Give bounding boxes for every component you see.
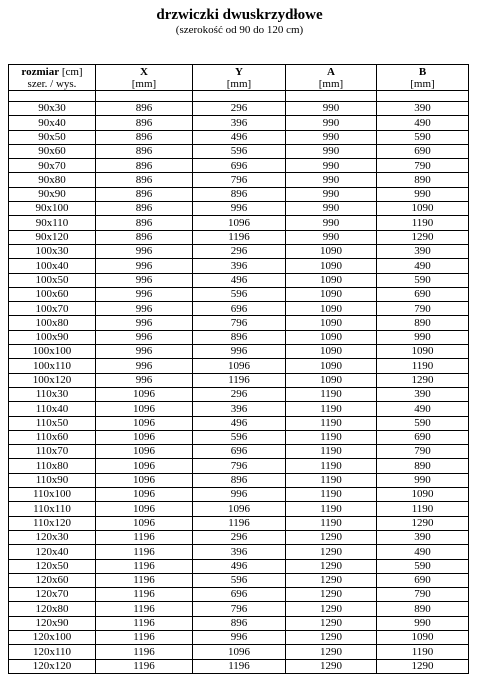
table-row [9,302,469,316]
y-cell: 396 [193,259,286,273]
b-cell: 690 [377,573,469,587]
y-cell: 896 [193,473,286,487]
b-cell: 1190 [377,359,469,373]
table-row [9,387,469,401]
x-cell: 1196 [96,573,193,587]
size-cell: 110x50 [9,416,96,430]
a-cell: 1090 [286,359,377,373]
y-cell: 796 [193,602,286,616]
size-cell: 100x120 [9,373,96,387]
x-cell: 1096 [96,416,193,430]
header-x-main: X [140,65,148,78]
size-cell: 100x40 [9,259,96,273]
header-size-main: rozmiar [21,65,60,78]
size-cell: 90x90 [9,187,96,201]
header-x [96,65,193,91]
b-cell: 790 [377,445,469,459]
y-cell: 1096 [193,645,286,659]
y-cell: 296 [193,244,286,258]
size-cell: 90x30 [9,102,96,116]
spacer-row [9,91,469,102]
b-cell: 490 [377,116,469,130]
table-row [9,616,469,630]
x-cell: 896 [96,230,193,244]
x-cell: 1096 [96,387,193,401]
b-cell: 790 [377,302,469,316]
x-cell: 896 [96,187,193,201]
x-cell: 1096 [96,516,193,530]
b-cell: 1090 [377,488,469,502]
a-cell: 1290 [286,630,377,644]
table-row [9,445,469,459]
a-cell: 1290 [286,645,377,659]
header-b-sub: [mm] [410,77,435,90]
table-body [9,91,469,674]
x-cell: 996 [96,345,193,359]
a-cell: 1290 [286,588,377,602]
y-cell: 296 [193,387,286,401]
size-cell: 90x40 [9,116,96,130]
y-cell: 1096 [193,216,286,230]
size-cell: 120x90 [9,616,96,630]
size-cell: 110x100 [9,488,96,502]
table-row [9,244,469,258]
x-cell: 896 [96,144,193,158]
a-cell: 1090 [286,373,377,387]
table-row [9,159,469,173]
size-cell: 120x40 [9,545,96,559]
size-cell: 90x70 [9,159,96,173]
b-cell: 890 [377,602,469,616]
header-b [377,65,469,91]
x-cell: 1096 [96,430,193,444]
a-cell: 1090 [286,345,377,359]
size-cell: 120x70 [9,588,96,602]
y-cell: 496 [193,416,286,430]
a-cell: 1090 [286,259,377,273]
b-cell: 890 [377,316,469,330]
size-cell: 100x30 [9,244,96,258]
page-subtitle: (szerokość od 90 do 120 cm) [175,24,304,36]
b-cell: 490 [377,402,469,416]
table-row [9,502,469,516]
table-row [9,459,469,473]
a-cell: 1090 [286,273,377,287]
table-row [9,116,469,130]
header-size-unit: [cm] [61,65,83,78]
table-row [9,273,469,287]
b-cell: 1090 [377,202,469,216]
size-cell: 100x70 [9,302,96,316]
x-cell: 1196 [96,559,193,573]
a-cell: 1190 [286,402,377,416]
x-cell: 1196 [96,630,193,644]
size-cell: 90x100 [9,202,96,216]
size-cell: 90x80 [9,173,96,187]
y-cell: 396 [193,116,286,130]
a-cell: 990 [286,202,377,216]
x-cell: 896 [96,216,193,230]
x-cell: 996 [96,259,193,273]
a-cell: 1190 [286,488,377,502]
b-cell: 990 [377,473,469,487]
table-row [9,330,469,344]
a-cell: 990 [286,187,377,201]
x-cell: 1096 [96,445,193,459]
size-cell: 90x120 [9,230,96,244]
x-cell: 1196 [96,659,193,673]
b-cell: 390 [377,102,469,116]
a-cell: 990 [286,159,377,173]
y-cell: 796 [193,316,286,330]
a-cell: 1190 [286,387,377,401]
x-cell: 996 [96,316,193,330]
size-cell: 120x80 [9,602,96,616]
x-cell: 996 [96,273,193,287]
b-cell: 1290 [377,373,469,387]
y-cell: 396 [193,545,286,559]
size-cell: 120x60 [9,573,96,587]
table-row [9,573,469,587]
y-cell: 396 [193,402,286,416]
b-cell: 990 [377,187,469,201]
a-cell: 990 [286,230,377,244]
y-cell: 996 [193,202,286,216]
a-cell: 1290 [286,530,377,544]
table-row [9,287,469,301]
y-cell: 996 [193,488,286,502]
b-cell: 490 [377,545,469,559]
table-row [9,173,469,187]
header-size-sub: szer. / wys. [27,77,77,90]
header-size [9,65,96,91]
b-cell: 990 [377,330,469,344]
b-cell: 1190 [377,216,469,230]
table-row [9,316,469,330]
size-cell: 110x40 [9,402,96,416]
x-cell: 896 [96,202,193,216]
size-cell: 100x110 [9,359,96,373]
table-row [9,630,469,644]
x-cell: 1196 [96,616,193,630]
header-y-main: Y [235,65,243,78]
table-row [9,144,469,158]
size-cell: 90x50 [9,130,96,144]
table-row [9,588,469,602]
table-row [9,402,469,416]
size-cell: 120x30 [9,530,96,544]
b-cell: 1290 [377,516,469,530]
x-cell: 1096 [96,502,193,516]
y-cell: 296 [193,102,286,116]
b-cell: 1190 [377,645,469,659]
a-cell: 1090 [286,316,377,330]
a-cell: 1190 [286,473,377,487]
table-row [9,416,469,430]
size-cell: 110x90 [9,473,96,487]
size-cell: 110x70 [9,445,96,459]
y-cell: 596 [193,573,286,587]
table-row [9,516,469,530]
header-a-sub: [mm] [318,77,344,90]
table-row [9,230,469,244]
table-row [9,130,469,144]
y-cell: 1196 [193,373,286,387]
table-row [9,602,469,616]
header-b-main: B [418,65,427,78]
x-cell: 996 [96,302,193,316]
header-a [286,65,377,91]
y-cell: 496 [193,559,286,573]
b-cell: 1190 [377,502,469,516]
x-cell: 996 [96,330,193,344]
table-row [9,102,469,116]
size-cell: 100x100 [9,345,96,359]
b-cell: 1290 [377,659,469,673]
table-header [9,65,469,91]
a-cell: 1290 [286,573,377,587]
b-cell: 590 [377,559,469,573]
y-cell: 496 [193,273,286,287]
size-cell: 120x110 [9,645,96,659]
x-cell: 1096 [96,459,193,473]
size-cell: 90x110 [9,216,96,230]
a-cell: 990 [286,144,377,158]
y-cell: 996 [193,345,286,359]
table-row [9,202,469,216]
table-row [9,359,469,373]
size-cell: 90x60 [9,144,96,158]
size-cell: 120x100 [9,630,96,644]
size-cell: 100x80 [9,316,96,330]
x-cell: 1196 [96,602,193,616]
x-cell: 1196 [96,530,193,544]
table-row [9,259,469,273]
b-cell: 390 [377,387,469,401]
table-row [9,659,469,673]
x-cell: 1096 [96,402,193,416]
y-cell: 596 [193,287,286,301]
size-cell: 120x120 [9,659,96,673]
y-cell: 596 [193,430,286,444]
header-a-main: A [327,65,335,78]
b-cell: 1290 [377,230,469,244]
dimensions-table [8,64,469,674]
b-cell: 890 [377,173,469,187]
header-y-sub: [mm] [226,77,252,90]
a-cell: 990 [286,102,377,116]
y-cell: 996 [193,630,286,644]
x-cell: 1096 [96,473,193,487]
size-cell: 110x30 [9,387,96,401]
x-cell: 1196 [96,645,193,659]
a-cell: 1190 [286,459,377,473]
size-cell: 110x80 [9,459,96,473]
y-cell: 796 [193,459,286,473]
y-cell: 696 [193,588,286,602]
a-cell: 990 [286,173,377,187]
b-cell: 690 [377,287,469,301]
y-cell: 896 [193,187,286,201]
x-cell: 1196 [96,545,193,559]
b-cell: 390 [377,244,469,258]
b-cell: 790 [377,159,469,173]
y-cell: 1196 [193,659,286,673]
a-cell: 1190 [286,445,377,459]
b-cell: 690 [377,144,469,158]
a-cell: 990 [286,130,377,144]
y-cell: 496 [193,130,286,144]
a-cell: 990 [286,216,377,230]
table-row [9,559,469,573]
y-cell: 1196 [193,230,286,244]
a-cell: 1290 [286,545,377,559]
table-row [9,545,469,559]
a-cell: 1190 [286,502,377,516]
x-cell: 1096 [96,488,193,502]
a-cell: 1090 [286,330,377,344]
x-cell: 996 [96,373,193,387]
x-cell: 896 [96,173,193,187]
size-cell: 120x50 [9,559,96,573]
a-cell: 1190 [286,416,377,430]
x-cell: 896 [96,102,193,116]
size-cell: 100x90 [9,330,96,344]
table-row [9,216,469,230]
a-cell: 1290 [286,602,377,616]
b-cell: 690 [377,430,469,444]
y-cell: 896 [193,330,286,344]
a-cell: 1190 [286,430,377,444]
size-cell: 110x60 [9,430,96,444]
x-cell: 996 [96,359,193,373]
b-cell: 790 [377,588,469,602]
y-cell: 696 [193,445,286,459]
b-cell: 590 [377,273,469,287]
page-title: drzwiczki dwuskrzydłowe [156,7,323,23]
table-row [9,187,469,201]
a-cell: 1090 [286,302,377,316]
b-cell: 590 [377,130,469,144]
table-row [9,530,469,544]
x-cell: 996 [96,244,193,258]
y-cell: 296 [193,530,286,544]
table-row [9,430,469,444]
y-cell: 1096 [193,359,286,373]
table-row [9,645,469,659]
header-x-sub: [mm] [131,77,157,90]
y-cell: 696 [193,159,286,173]
x-cell: 896 [96,130,193,144]
a-cell: 1090 [286,287,377,301]
a-cell: 1290 [286,616,377,630]
y-cell: 596 [193,144,286,158]
y-cell: 1096 [193,502,286,516]
header-y [193,65,286,91]
b-cell: 590 [377,416,469,430]
a-cell: 1190 [286,516,377,530]
table-row [9,488,469,502]
b-cell: 490 [377,259,469,273]
size-cell: 100x60 [9,287,96,301]
a-cell: 1290 [286,659,377,673]
size-cell: 110x110 [9,502,96,516]
size-cell: 100x50 [9,273,96,287]
a-cell: 1290 [286,559,377,573]
b-cell: 390 [377,530,469,544]
b-cell: 890 [377,459,469,473]
size-cell: 110x120 [9,516,96,530]
a-cell: 990 [286,116,377,130]
x-cell: 996 [96,287,193,301]
b-cell: 990 [377,616,469,630]
a-cell: 1090 [286,244,377,258]
y-cell: 796 [193,173,286,187]
y-cell: 896 [193,616,286,630]
b-cell: 1090 [377,630,469,644]
table-row [9,345,469,359]
x-cell: 1196 [96,588,193,602]
b-cell: 1090 [377,345,469,359]
x-cell: 896 [96,116,193,130]
y-cell: 1196 [193,516,286,530]
table-row [9,473,469,487]
table-row [9,373,469,387]
y-cell: 696 [193,302,286,316]
x-cell: 896 [96,159,193,173]
